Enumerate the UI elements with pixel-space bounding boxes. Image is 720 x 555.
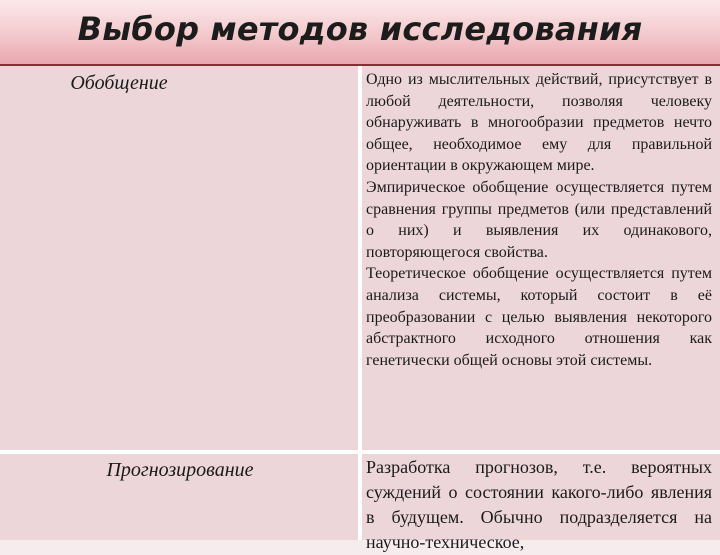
definition-paragraph: Эмпирическое обобщение осуществляется путем сравнения группы предметов (или представлений о них) и выявления их одинакового, повторяющегося свойства. bbox=[366, 178, 712, 261]
slide-title: Выбор методов исследования bbox=[77, 10, 643, 48]
column-divider bbox=[358, 66, 362, 540]
definition-paragraph: Теоретическое обобщение осуществляется путем анализа системы, который состоит в её преобразовании с целью выявления некоторого абстрактного исходного отношения как генетически общей основы этой системы. bbox=[366, 265, 712, 369]
term-label: Прогнозирование bbox=[106, 459, 254, 481]
definition-paragraph: Разработка прогнозов, т.е. вероятных суждений о состоянии какого-либо явления в будущем. Обычно подразделяется на научно-техническое, bbox=[366, 457, 712, 552]
definition-paragraph: Одно из мыслительных действий, присутствует в любой деятельности, позволяя человеку обнаруживать в многообразии предметов нечто общее, необходимое ему для правильной ориентации в окружающем мире. bbox=[366, 71, 712, 175]
definition-text bbox=[366, 455, 712, 555]
title-bar bbox=[0, 0, 720, 66]
definition-text bbox=[366, 69, 712, 371]
term-cell bbox=[0, 66, 358, 450]
term-label: Обобщение bbox=[70, 72, 168, 94]
methods-table bbox=[0, 66, 720, 552]
